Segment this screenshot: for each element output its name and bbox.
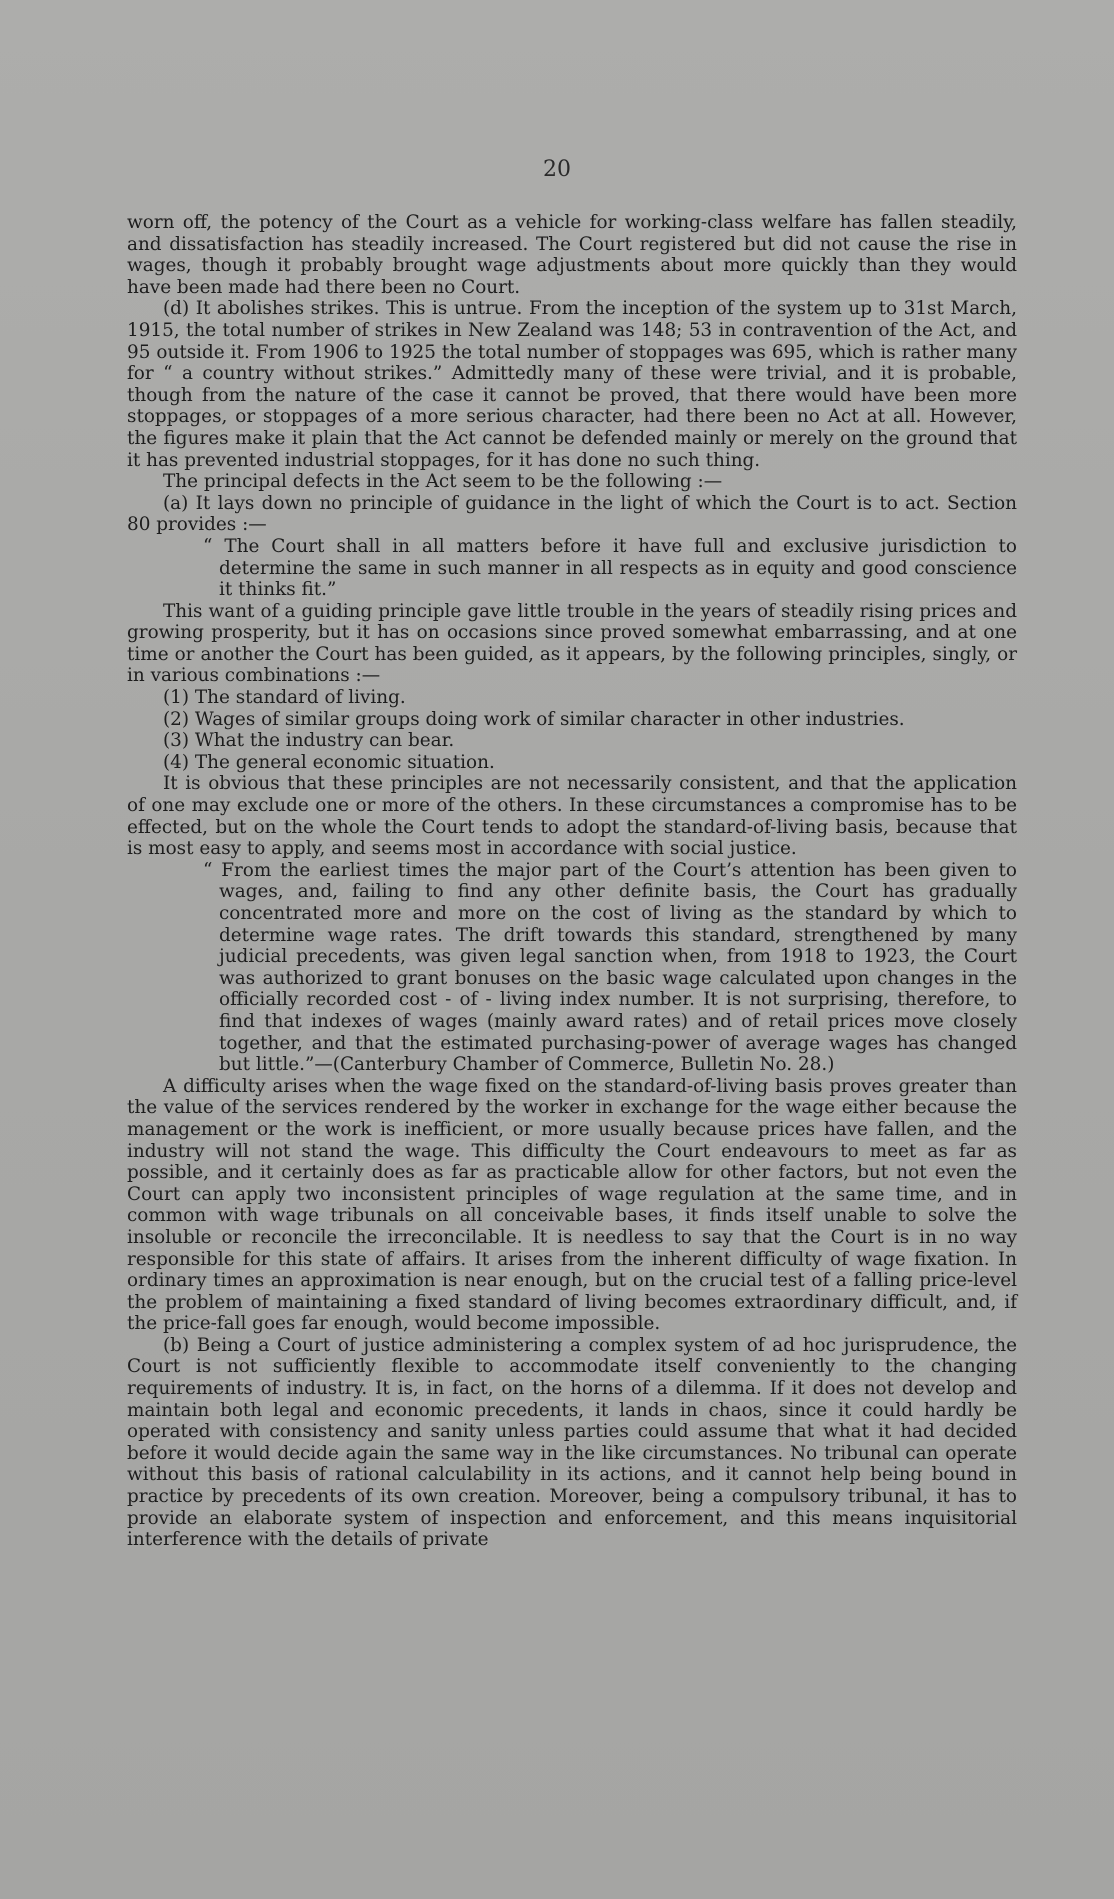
quote-section-80: “ The Court shall in all matters before it have full and exclusive jurisdiction to determine the same in such manner in all respects as in equity and good conscience it thinks fit.” [203,535,1017,601]
body-text [127,212,1017,1551]
paragraph-defect-b: (b) Being a Court of justice administering a complex system of ad hoc jurisprudence, the Court is not sufficiently flexible to accommodate itself conveniently to the changing requirements of industry. It is, in fact, on the horns of a dilemma. If it does not develop and maintain both legal and economic precedents, it lands in chaos, since it could hardly be operated with consistency and sanity unless parties could assume that what it had decided before it would decide again the same way in the like circumstances. No tribunal can operate without this basis of rational calculability in its actions, and it cannot help being bound in practice by precedents of its own creation. Moreover, being a compulsory tribunal, it has to provide an elaborate system of inspection and enforcement, and this means inquisitorial interference with the details of private [127,1334,1017,1551]
list-item: (4) The general economic situation. [163,751,495,773]
page-number: 20 [543,157,571,182]
paragraph-guiding-principle: This want of a guiding principle gave little trouble in the years of steadily rising prices and growing prosperity, but it has on occasions since proved somewhat embarrassing, and at one time or another the Court has been guided, as it appears, by the following principles, singly, or in various combinations :— [127,600,1017,687]
paragraph-defects-intro: The principal defects in the Act seem to be the following :— [163,471,723,493]
paragraph-continuation: worn off, the potency of the Court as a vehicle for working-class welfare has fallen steadily, and dissatisfaction has steadily increased. The Court registered but did not cause the rise in wages, though it probably brought wage adjustments about more quickly than they would have been made had there been no Court. [127,212,1017,298]
list-item: (3) What the industry can bear. [163,730,455,752]
paragraph-difficulty: A difficulty arises when the wage fixed on the standard-of-living basis proves greater than the value of the services rendered by the worker in exchange for the wage either because the management or the work is inefficient, or more usually because prices have fallen, and the industry will not stand the wage. This difficulty the Court endeavours to meet as far as possible, and it certainly does as far as practicable allow for other factors, but not even the Court can apply two inconsistent principles of wage regulation at the same time, and in common with wage tribunals on all conceivable bases, it finds itself unable to solve the insoluble or reconcile the irreconcilable. It is needless to say that the Court is in no way responsible for this state of affairs. It arises from the inherent difficulty of wage fixation. In ordinary times an approximation is near enough, but on the crucial test of a falling price-level the problem of maintaining a fixed standard of living becomes extraordinary difficult, and, if the price-fall goes far enough, would become impossible. [127,1075,1017,1335]
paragraph-defect-a: (a) It lays down no principle of guidance in the light of which the Court is to act. Section 80 provides :— [127,492,1017,536]
quote-canterbury: “ From the earliest times the major part of the Court’s attention has been given to wages, and, failing to find any other definite basis, the Court has gradually concentrated more and more on the cost of living as the standard by which to determine wage rates. The drift towards this standard, strengthened by many judicial precedents, was given legal sanction when, from 1918 to 1923, the Court was authorized to grant bonuses on the basic wage calculated upon changes in the officially recorded cost - of - living index number. It is not surprising, therefore, to find that indexes of wages (mainly award rates) and of retail prices move closely together, and that the estimated purchasing-power of average wages has changed but little.”—(Canterbury Chamber of Commerce, Bulletin No. 28.) [203,859,1017,1076]
paragraph-consistency: It is obvious that these principles are not necessarily consistent, and that the application of one may exclude one or more of the others. In these circumstances a compromise has to be effected, but on the whole the Court tends to adopt the standard-of-living basis, because that is most easy to apply, and seems most in accordance with social justice. [127,773,1017,860]
paragraph-strikes: (d) It abolishes strikes. This is untrue. From the inception of the system up to 31st March, 1915, the total number of strikes in New Zealand was 148; 53 in contravention of the Act, and 95 outside it. From 1906 to 1925 the total number of stoppages was 695, which is rather many for “ a country without strikes.” Admittedly many of these were trivial, and it is probable, though from the nature of the case it cannot be proved, that there would have been more stoppages, or stoppages of a more serious character, had there been no Act at all. However, the figures make it plain that the Act cannot be defended mainly or merely on the ground that it has prevented industrial stoppages, for it has done no such thing. [127,298,1017,471]
list-item: (1) The standard of living. [163,687,406,709]
list-item: (2) Wages of similar groups doing work of similar character in other industries. [163,708,905,730]
